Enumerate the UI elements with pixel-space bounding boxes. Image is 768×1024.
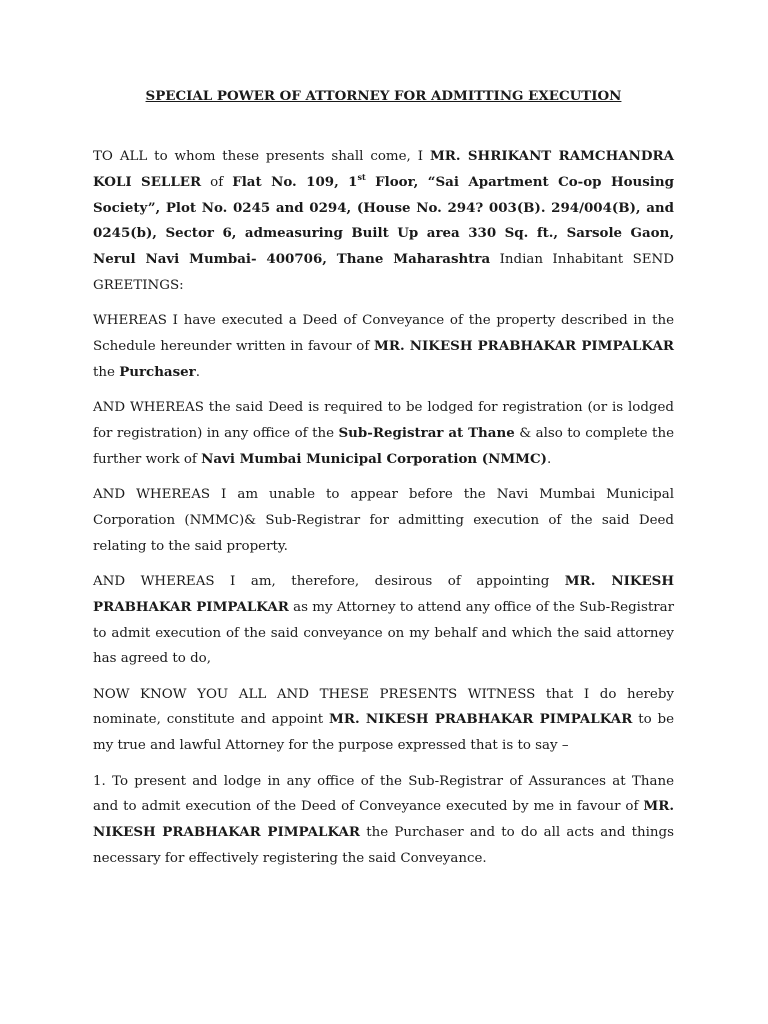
text: TO ALL to whom these presents shall come, I [93,149,430,164]
text: AND WHEREAS I am, therefore, desirous of appointing [93,573,565,589]
text: 1. To present and lodge in any office of the Sub-Registrar of Assurances at Thane and to admit execution of the Deed of Conveyance executed by me in favour of [93,773,674,815]
paragraph-whereas-2 [93,395,674,472]
text: & also to complete the further work of [93,425,674,467]
sub-registrar: Sub-Registrar at Thane [338,424,515,441]
text: the Purchaser and to do all acts and things necessary for effectively registering the said Conveyance. [93,825,674,866]
paragraph-clause-1 [93,769,674,872]
address-details: Floor, “Sai Apartment Co-op Housing Society”, Plot No. 0245 and 0294, (House No. 294? 003(B). 294/004(B), and 0245(b), Sector 6, admeasuring Built Up area 330 Sq. ft., Sarsole Gaon, Nerul Navi Mumbai- 400706, Thane Maharashtra [93,173,674,268]
text: AND WHEREAS the said Deed is required to be lodged for registration (or is lodged for registration) in any office of the [93,400,674,441]
paragraph-whereas-4 [93,569,674,672]
text: NOW KNOW YOU ALL AND THESE PRESENTS WITNESS that I do hereby nominate, constitute and appoint [93,686,674,728]
paragraph-greeting [93,144,674,299]
text: Indian Inhabitant SEND GREETINGS: [93,252,675,293]
attorney-name: MR. NIKESH PRABHAKAR PIMPALKAR [329,711,633,728]
text: of [201,174,233,190]
purchaser-name: MR. NIKESH PRABHAKAR PIMPALKAR [374,338,674,355]
purchaser-label: Purchaser [119,363,196,380]
text: . [195,364,200,380]
text: . [547,451,552,467]
paragraph-whereas-3 [93,482,674,559]
text: to be my true and lawful Attorney for the purpose expressed that is to say – [93,712,674,754]
attorney-name: MR. NIKESH PRABHAKAR PIMPALKAR [93,572,674,615]
municipal-corporation: Navi Mumbai Municipal Corporation (NMMC) [201,450,547,467]
seller-name: MR. SHRIKANT RAMCHANDRA KOLI SELLER [93,148,674,190]
text: AND WHEREAS I am unable to appear before the Navi Mumbai Municipal Corporation (NMMC)& Sub-Registrar for admitting execution of the said Deed relating to the said property. [93,487,674,554]
address-part: Flat No. 109, 1 [232,173,358,190]
document-title: SPECIAL POWER OF ATTORNEY FOR ADMITTING EXECUTION [145,88,622,104]
paragraph-witness [93,682,674,759]
text: the [93,364,120,380]
text: as my Attorney to attend any office of the Sub-Registrar to admit execution of the said conveyance on my behalf and which the said attorney has agreed to do, [93,599,674,667]
attorney-name: MR. NIKESH PRABHAKAR PIMPALKAR [93,798,674,841]
ordinal-suffix: st [357,171,366,182]
paragraph-whereas-1 [93,308,674,385]
text: WHEREAS I have executed a Deed of Conveyance of the property described in the Schedule hereunder written in favour of [93,313,674,355]
